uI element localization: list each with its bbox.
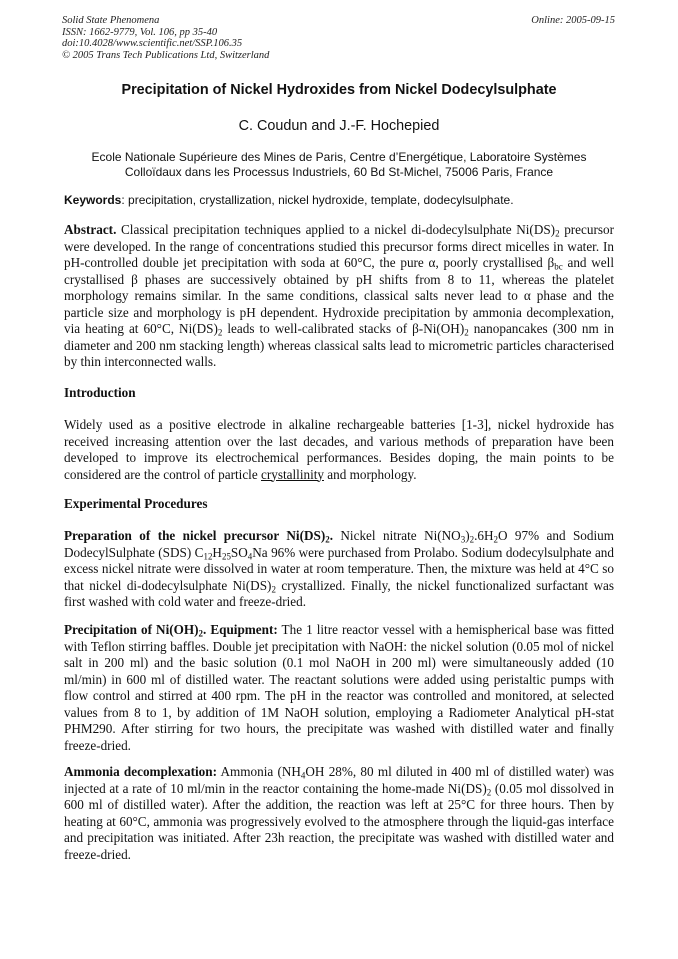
subscript: 4 — [247, 551, 253, 562]
abstract-text: precursor were developed. In the range of concentrations studied this precursor forms direct micelles in water. In pH-controlled double jet precipitation with soda at 60°C, the pure α, poorly crystallised β — [64, 222, 614, 270]
affiliation — [0, 150, 678, 180]
subscript: 2 — [486, 787, 492, 798]
issn-line: ISSN: 1662-9779, Vol. 106, pp 35-40 — [62, 26, 218, 38]
ammonia-text: OH 28%, 80 ml diluted in 400 ml of distilled water) was injected at a rate of 10 ml/min in the reactor containing the home-made Ni(DS) — [64, 764, 614, 796]
subscript: 2 — [469, 534, 475, 545]
abstract-text: leads to well-calibrated stacks of β-Ni(OH) — [222, 321, 465, 336]
introduction-heading: Introduction — [64, 385, 136, 400]
subscript: 12 — [203, 551, 213, 562]
precursor-paragraph — [64, 528, 614, 611]
subscript: 4 — [300, 770, 306, 781]
precursor-text: SO — [230, 544, 248, 560]
subscript: 2 — [493, 534, 498, 545]
precursor-text: ) — [465, 528, 470, 543]
online-date: Online: 2005-09-15 — [531, 15, 615, 26]
underlined-term: crystallinity — [261, 466, 324, 482]
precursor-text: Na 96% were purchased from Prolabo. Sodium dodecylsulphate and excess nickel nitrate were dissolved in water at room temperature. Then, the mixture was held at 4°C so that nickel di-dodecylsulphate Ni(DS) — [64, 544, 614, 593]
subscript: 3 — [460, 534, 466, 545]
ammonia-text: Ammonia (NH — [216, 764, 301, 779]
affiliation-line-2: Colloïdaux dans les Processus Industriels, 60 Bd St-Michel, 75006 Paris, France — [124, 165, 554, 179]
doi-line: doi:10.4028/www.scientific.net/SSP.106.35 — [62, 38, 243, 49]
abstract — [64, 222, 614, 371]
precipitation-text: The 1 litre reactor vessel with a hemispherical base was fitted with Teflon stirring baffles. Double jet precipitation with NaOH: the nickel solution (0.05 mol of nickel salt in 200 ml) and the basic solution (0.1 mol NaOH in 200 ml) were simultaneously added (10 ml/min) in 600 ml of distilled water. The reactant solutions were added using peristaltic pumps with flow control and stirred at 400 rpm. The pH in the reactor was controlled and monitored, at selected values from 8 to 1, by addition of 1M NaOH solution, employing a Radiometer Analytical pH-stat PHM290. After stirring for two hours, the precipitate was washed with distilled water and finally freeze-dried. — [64, 622, 614, 753]
ammonia-paragraph — [64, 764, 614, 863]
keywords — [64, 193, 616, 207]
journal-header — [62, 15, 269, 61]
keywords-label: Keywords — [64, 193, 122, 207]
precursor-text: H — [212, 544, 222, 560]
precursor-label: Preparation of the nickel precursor $Ni(DS)_2$. — [64, 528, 333, 545]
precipitation-paragraph — [64, 622, 614, 754]
intro-text: Widely used as a positive electrode in alkaline rechargeable batteries [1-3], nickel hydroxide has received increasing attention over the last decades, and various methods of preparation have been developed to improve its electrochemical performances. Besides doping, the main points to be considered are the control of particle — [64, 417, 614, 482]
keywords-text: : precipitation, crystallization, nickel hydroxide, template, dodecylsulphate. — [121, 193, 514, 207]
abstract-label: Abstract. — [64, 222, 117, 237]
abstract-text: Classical precipitation techniques applied to a nickel di-dodecylsulphate Ni(DS) — [116, 222, 556, 237]
precursor-text: O 97% and Sodium DodecylSulphate (SDS) C — [64, 528, 614, 560]
subscript: bc — [554, 261, 563, 272]
precursor-text: .6H — [474, 528, 494, 543]
experimental-heading: Experimental Procedures — [64, 496, 208, 511]
affiliation-line-1: Ecole Nationale Supérieure des Mines de Paris, Centre d’Energétique, Laboratoire Systèmes — [91, 150, 587, 164]
ammonia-text: (0.05 mol dissolved in 600 ml of distilled water). After the addition, the reaction was left at 25°C for three hours. Then by heating at 60°C, ammonia was progressively evolved to the atmosphere through the liquid-gas interface and precipitation was initiated. After 23h reaction, the precipitate was washed with distilled water and freeze-dried. — [64, 780, 614, 862]
subscript: 25 — [221, 551, 231, 562]
precipitation-label: Precipitation of $Ni(OH)_2$. Equipment: — [64, 622, 278, 639]
precursor-text: Nickel nitrate Ni(NO — [333, 528, 461, 543]
paper-authors: C. Coudun and J.-F. Hochepied — [238, 118, 440, 134]
subscript: 2 — [271, 584, 276, 595]
copyright-line: © 2005 Trans Tech Publications Ltd, Switzerland — [62, 49, 270, 61]
subscript: 2 — [217, 327, 223, 338]
precursor-text: crystallized. Finally, the nickel functionalized surfactant was first washed with cold water and freeze-dried. — [64, 577, 614, 609]
abstract-text: and well crystallised β phases are successively obtained by pH shifts from 8 to 11, whereas the platelet morphology remains similar. In the same conditions, classical salts never lead to α phase and the particle size and morphology is pH dependent. Hydroxide precipitation by ammonia decomplexation, via heating at 60°C, Ni(DS) — [64, 255, 614, 336]
subscript: 2 — [555, 228, 560, 239]
abstract-text: nanopancakes (300 nm in diameter and 200 nm stacking length) whereas classical salts lead to micrometric particles characterised by thin interconnected walls. — [64, 321, 614, 369]
introduction-paragraph — [64, 417, 614, 483]
ammonia-label: Ammonia decomplexation: — [64, 764, 217, 779]
journal-name: Solid State Phenomena — [62, 15, 160, 26]
intro-text: and morphology. — [324, 466, 417, 482]
subscript: 2 — [464, 327, 469, 338]
paper-title: Precipitation of Nickel Hydroxides from Nickel Dodecylsulphate — [121, 82, 557, 98]
